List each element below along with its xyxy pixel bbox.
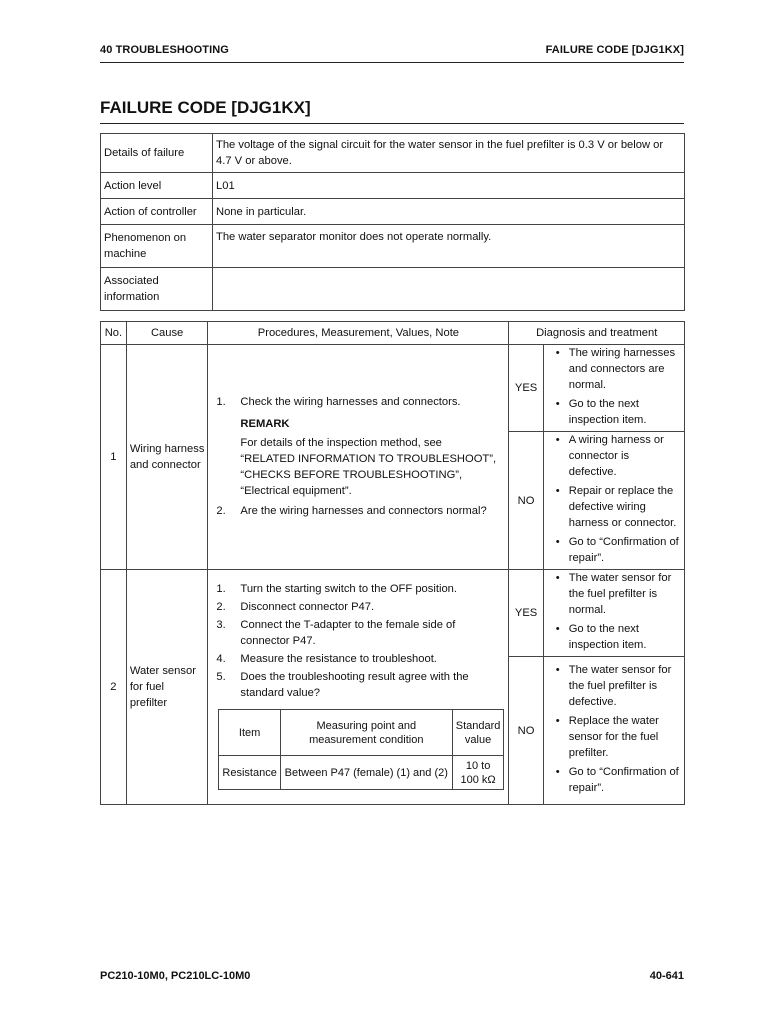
details-label: Action level bbox=[101, 173, 213, 199]
col-header-procedures: Procedures, Measurement, Values, Note bbox=[208, 322, 509, 345]
details-value: L01 bbox=[213, 173, 685, 199]
details-label: Details of failure bbox=[101, 134, 213, 173]
row-number: 1 bbox=[101, 345, 127, 570]
procedure-step: 2. Disconnect connector P47. bbox=[216, 601, 375, 613]
verdict-yes: YES bbox=[509, 345, 543, 432]
list-item: • The wiring harnesses and connectors are normal. bbox=[555, 347, 676, 391]
verdict-no: NO bbox=[509, 657, 543, 805]
table-header-row bbox=[101, 322, 685, 345]
measure-standard: 10 to 100 kΩ bbox=[452, 756, 504, 790]
procedure-step: 2. Are the wiring harnesses and connectors normal? bbox=[216, 505, 487, 517]
measurement-table bbox=[218, 709, 504, 790]
troubleshooting-table bbox=[100, 321, 685, 805]
header-divider bbox=[100, 62, 684, 63]
remark-text: For details of the inspection method, see “RELATED INFORMATION TO TROUBLESHOOT”, “CHECKS BEFORE TROUBLESHOOTING”, “Electrical equipment”. bbox=[240, 437, 497, 497]
list-item: • The water sensor for the fuel prefilter is defective. bbox=[555, 664, 672, 708]
measure-header-item: Item bbox=[219, 710, 280, 756]
details-row bbox=[101, 225, 685, 268]
diagnosis-yes bbox=[543, 570, 684, 657]
row-procedures bbox=[208, 345, 509, 570]
footer-model: PC210-10M0, PC210LC-10M0 bbox=[100, 970, 251, 982]
table-row bbox=[101, 345, 685, 432]
list-item: • Go to “Confirmation of repair”. bbox=[555, 536, 679, 564]
list-item: • A wiring harness or connector is defective. bbox=[555, 434, 664, 478]
list-item: • Repair or replace the defective wiring harness or connector. bbox=[555, 485, 677, 529]
col-header-no: No. bbox=[101, 322, 127, 345]
details-label: Phenomenon on machine bbox=[101, 225, 213, 268]
measure-item: Resistance bbox=[219, 756, 280, 790]
details-row bbox=[101, 268, 685, 311]
title-divider bbox=[100, 123, 684, 124]
details-row bbox=[101, 134, 685, 173]
list-item: • The water sensor for the fuel prefilter is normal. bbox=[555, 572, 672, 616]
list-item: • Go to the next inspection item. bbox=[555, 398, 647, 426]
table-row bbox=[101, 570, 685, 657]
remark-title: REMARK bbox=[240, 418, 290, 430]
col-header-diagnosis: Diagnosis and treatment bbox=[509, 322, 685, 345]
verdict-no: NO bbox=[509, 432, 543, 570]
row-number: 2 bbox=[101, 570, 127, 805]
list-item: • Go to the next inspection item. bbox=[555, 623, 647, 651]
failure-details-table bbox=[100, 133, 685, 311]
procedure-step: 4. Measure the resistance to troubleshoot. bbox=[216, 653, 437, 665]
procedure-step: 5. Does the troubleshooting result agree with the standard value? bbox=[216, 671, 469, 699]
details-value bbox=[213, 268, 685, 311]
procedure-step: 1. Check the wiring harnesses and connectors. bbox=[216, 396, 461, 408]
details-row bbox=[101, 199, 685, 225]
details-label: Associated information bbox=[101, 268, 213, 311]
details-label: Action of controller bbox=[101, 199, 213, 225]
row-procedures bbox=[208, 570, 509, 805]
measurement-row bbox=[219, 756, 504, 790]
details-value: None in particular. bbox=[213, 199, 685, 225]
details-row bbox=[101, 173, 685, 199]
measure-point: Between P47 (female) (1) and (2) bbox=[280, 756, 452, 790]
row-cause: Water sensor for fuel prefilter bbox=[126, 570, 208, 805]
details-value: The voltage of the signal circuit for the water sensor in the fuel prefilter is 0.3 V or below or 4.7 V or above. bbox=[213, 134, 685, 173]
measure-header-standard: Standard value bbox=[452, 710, 504, 756]
procedure-step: 1. Turn the starting switch to the OFF position. bbox=[216, 583, 457, 595]
measurement-header-row bbox=[219, 710, 504, 756]
row-cause: Wiring harness and connector bbox=[126, 345, 208, 570]
list-item: • Replace the water sensor for the fuel prefilter. bbox=[555, 715, 659, 759]
page-title: FAILURE CODE [DJG1KX] bbox=[100, 98, 311, 117]
procedure-step: 3. Connect the T-adapter to the female side of connector P47. bbox=[216, 619, 456, 647]
verdict-yes: YES bbox=[509, 570, 543, 657]
col-header-cause: Cause bbox=[126, 322, 208, 345]
footer-page-number: 40-641 bbox=[649, 970, 684, 982]
diagnosis-no bbox=[543, 432, 684, 570]
header-failure-code: FAILURE CODE [DJG1KX] bbox=[545, 44, 684, 56]
diagnosis-yes bbox=[543, 345, 684, 432]
diagnosis-no bbox=[543, 657, 684, 805]
details-value: The water separator monitor does not operate normally. bbox=[213, 225, 685, 268]
measure-header-point: Measuring point and measurement condition bbox=[280, 710, 452, 756]
list-item: • Go to “Confirmation of repair”. bbox=[555, 766, 679, 794]
header-section-title: 40 TROUBLESHOOTING bbox=[100, 44, 229, 56]
